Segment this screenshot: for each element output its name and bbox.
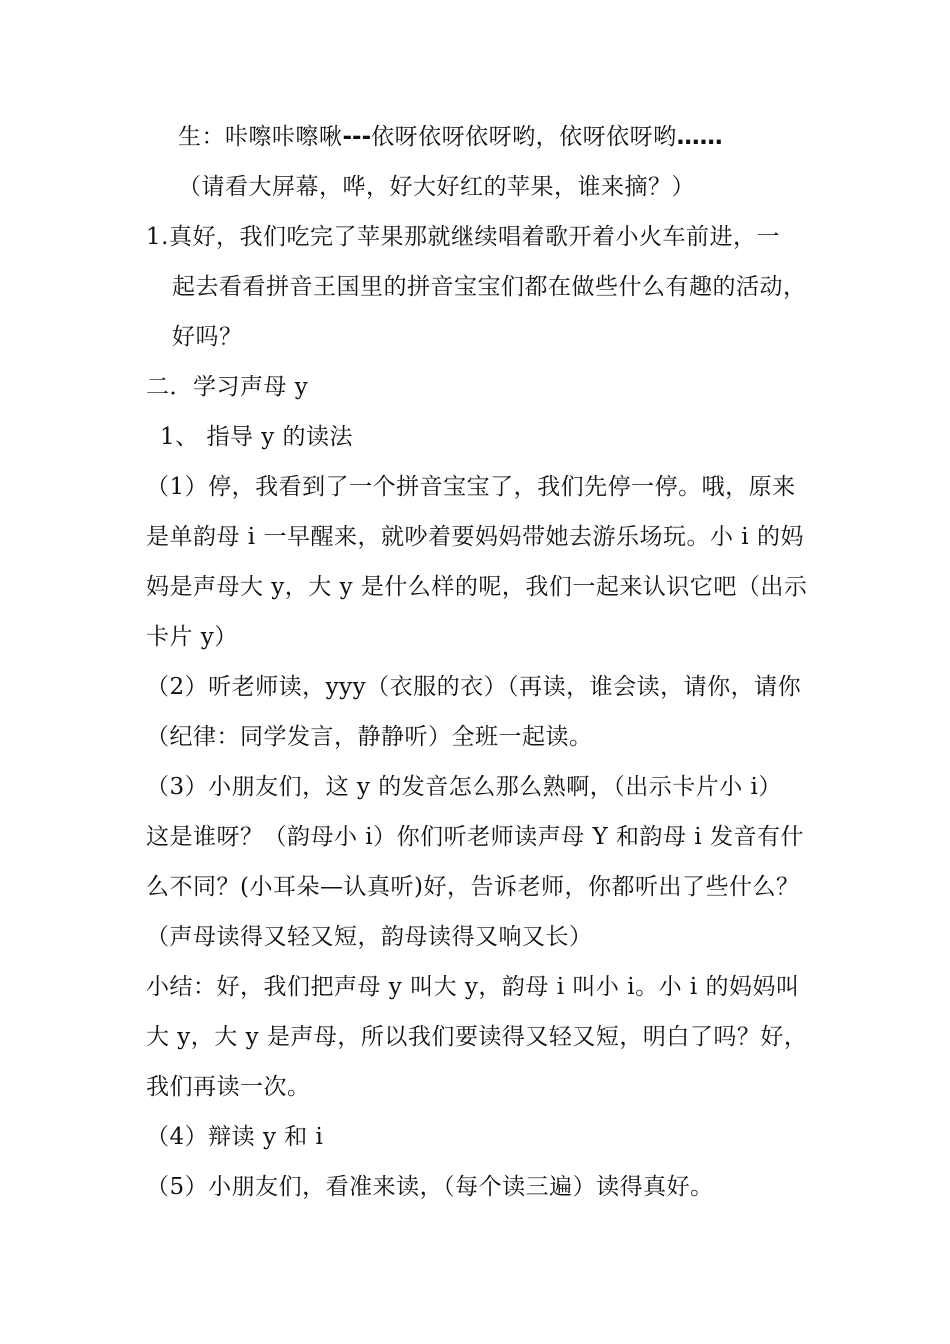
step-3-line-3: 么不同？(小耳朵—认真听)好，告诉老师，你都听出了些什么？ (146, 874, 800, 900)
step-1-line-3: 妈是声母大 y，大 y 是什么样的呢，我们一起来认识它吧（出示 (146, 574, 808, 600)
step-1-line-4: 卡片 y） (146, 624, 238, 650)
screen-note-line: （请看大屏幕，哗，好大好红的苹果，谁来摘？） (178, 174, 695, 200)
step-5-line: （5）小朋友们，看准来读，（每个读三遍）读得真好。 (146, 1174, 714, 1200)
step-3-line-2: 这是谁呀？（韵母小 i）你们听老师读声母 Y 和韵母 i 发音有什 (146, 824, 804, 850)
subsection-heading: 1、 指导 y 的读法 (160, 424, 354, 450)
step-3-line-1: （3）小朋友们，这 y 的发音怎么那么熟啊，（出示卡片小 i） (146, 774, 782, 800)
paragraph-1-line-2: 起去看看拼音王国里的拼音宝宝们都在做些什么有趣的活动， (172, 274, 807, 300)
step-1-line-1: （1）停，我看到了一个拼音宝宝了，我们先停一停。哦，原来 (146, 474, 796, 500)
summary-line-1: 小结：好，我们把声母 y 叫大 y，韵母 i 叫小 i。小 i 的妈妈叫 (146, 974, 800, 1000)
paragraph-1-line-1: 1.真好，我们吃完了苹果那就继续唱着歌开着小火车前进，一 (146, 224, 780, 250)
student-chant-line (178, 122, 723, 152)
summary-line-2: 大 y，大 y 是声母，所以我们要读得又轻又短，明白了吗？好， (146, 1024, 808, 1050)
step-4-line: （4）辩读 y 和 i (146, 1124, 324, 1150)
step-3-line-4: （声母读得又轻又短，韵母读得又响又长） (146, 924, 593, 950)
step-2-line-2: （纪律：同学发言，静静听）全班一起读。 (146, 724, 593, 750)
paragraph-1-line-3: 好吗？ (172, 324, 243, 350)
step-1-line-2: 是单韵母 i 一早醒来，就吵着要妈妈带她去游乐场玩。小 i 的妈 (146, 524, 804, 550)
summary-line-3: 我们再读一次。 (146, 1074, 311, 1100)
step-2-line-1: （2）听老师读，yyy（衣服的衣）（再读，谁会读，请你，请你 (146, 674, 802, 700)
chant-ellipsis: …… (676, 124, 723, 150)
chant-part-2: 依呀依呀依呀哟，依呀依呀哟 (371, 124, 677, 150)
chant-part-1: 生：咔嚓咔嚓啾 (178, 124, 343, 150)
section-heading: 二．学习声母 y (146, 374, 309, 400)
chant-dashes: --- (342, 124, 372, 150)
